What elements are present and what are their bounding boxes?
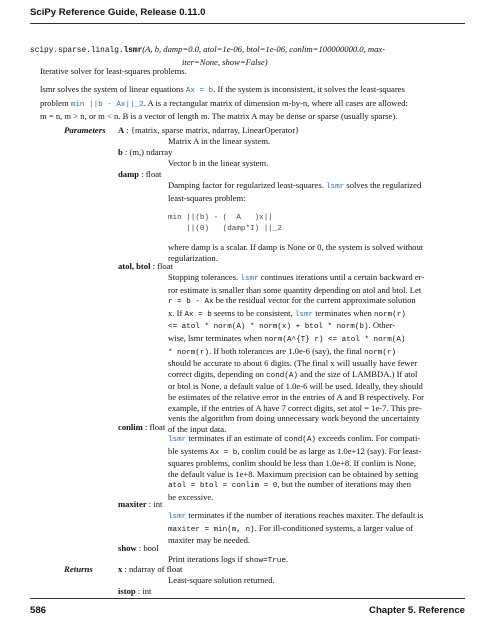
running-header: SciPy Reference Guide, Release 0.11.0	[30, 7, 206, 18]
return-x-desc: Least-square solution returned.	[168, 575, 275, 585]
return-x: x : ndarray of float	[118, 564, 183, 574]
param-conlim-desc: lsmr terminates if an estimate of cond(A) exceeds conlim. For compati- ble systems Ax = b, conlim could be as large as 1.0e+12 (say). For least- squares problems, conlim should be less than 1.0e+8. If conlim is None, the default value is 1e+8. Maximum precision can be obtained by setting atol = btol = conlim = 0, but the number of iterations may then be excessive.	[168, 433, 422, 502]
param-atol-btol: atol, btol : float	[118, 261, 173, 271]
chapter-title: Chapter 5. Reference	[369, 605, 465, 616]
param-A-desc: Matrix A in the linear system.	[168, 136, 271, 146]
param-maxiter: maxiter : int	[118, 499, 163, 509]
signature-args-cont: iter=None, show=False)	[182, 56, 268, 67]
module-path: scipy.sparse.linalg.	[30, 47, 124, 55]
param-show: show : bool	[118, 543, 159, 553]
section-returns-label: Returns	[64, 564, 93, 574]
param-A: A : {matrix, sparse matrix, ndarray, LinearOperator}	[118, 125, 300, 135]
function-signature	[30, 44, 466, 67]
param-conlim: conlim : float	[118, 422, 166, 432]
signature-args: (A, b, damp=0.0, atol=1e-06, btol=1e-06, conlim=100000000.0, max-	[142, 44, 386, 54]
damp-code-line1: min ||(b) - ( A )x||	[168, 214, 273, 223]
summary-text: Iterative solver for least-squares problems.	[40, 66, 187, 76]
param-damp: damp : float	[118, 169, 162, 179]
page-number: 586	[30, 605, 47, 616]
intro-paragraph: lsmr solves the system of linear equations Ax = b. If the system is inconsistent, it solves the least-squares problem min ||b - Ax||_2. A is a rectangular matrix of dimension m-by-n, where all cases are allowed: m = n, m > n, or m < n. B is a vector of length m. The matrix A may be dense or sparse (usually sparse).	[40, 84, 408, 122]
param-atol-btol-desc: Stopping tolerances. lsmr continues iterations until a certain backward er- ror estimate is smaller than some quantity depending on atol and btol. Let r = b - Ax be the residual vector for the current approximate solution x. If Ax = b seems to be consistent, lsmr terminates when norm(r) <= atol * norm(A) * norm(x) + btol * norm(b). Other- wise, lsmr terminates when norm(A^{T} r) <= atol * norm(A) * norm(r). If both tolerances are 1.0e-6 (say), the final norm(r) should be accurate to about 6 digits. (The final x will usually have fewer correct digits, depending on cond(A) and the size of LAMBDA.) If atol or btol is None, a default value of 1.0e-6 will be used. Ideally, they should be estimates of the relative error in the entries of A and B respectively. For example, if the entries of A have 7 correct digits, set atol = 1e-7. This pre- vents the algorithm from doing unnecessary work beyond the uncertainty of the input data.	[168, 272, 425, 434]
param-show-desc: Print iterations logs if show=True.	[168, 554, 289, 565]
param-b: b : (m,) ndarray	[118, 147, 173, 157]
param-maxiter-desc: lsmr terminates if the number of iterations reaches maxiter. The default is maxiter = min(m, n). For ill-conditioned systems, a larger value of maxiter may be needed.	[168, 510, 424, 546]
param-damp-desc: Damping factor for regularized least-squares. lsmr solves the regularized least-squares problem: min ||(b) - ( A )x|| ||(0) (damp*I) ||_2 where damp is a scalar. If damp is None or 0, the system is solved without regularization.	[168, 180, 467, 263]
return-istop-name: istop : int	[118, 586, 152, 596]
header-rule	[30, 23, 465, 24]
param-b-desc: Vector b in the linear system.	[168, 158, 269, 168]
footer-rule	[30, 598, 465, 599]
damp-code-line2: ||(0) (damp*I) ||_2	[168, 224, 282, 233]
section-parameters-label: Parameters	[64, 125, 106, 135]
function-name: lsmr	[123, 47, 143, 55]
